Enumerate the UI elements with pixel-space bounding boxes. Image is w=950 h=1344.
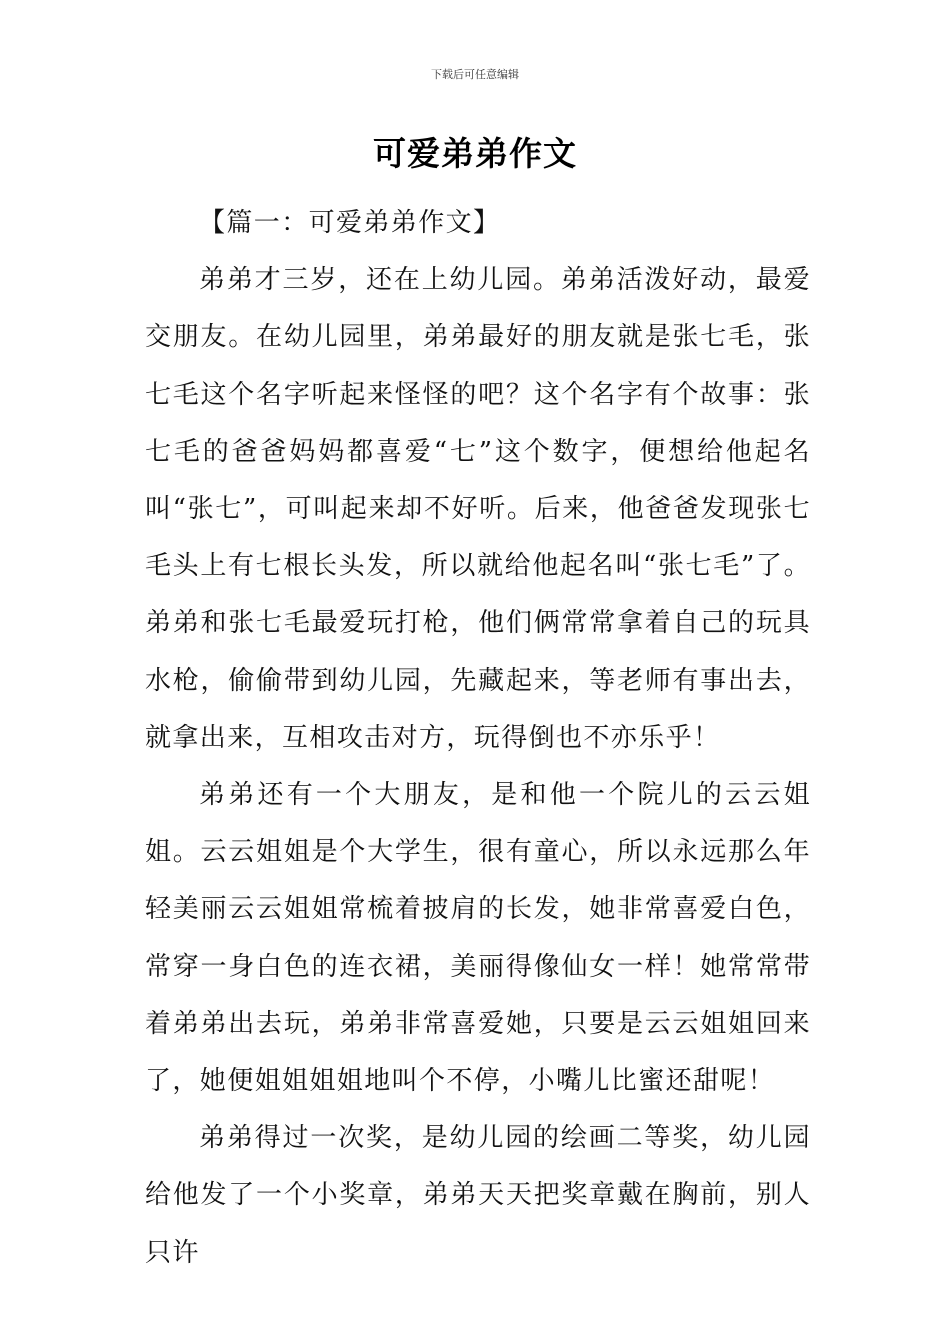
document-body — [145, 195, 811, 1282]
header-note: 下载后可任意编辑 — [431, 68, 519, 81]
paragraph-2: 弟弟还有一个大朋友，是和他一个院儿的云云姐姐。云云姐姐是个大学生，很有童心，所以永远那么年轻美丽云云姐姐常梳着披肩的长发，她非常喜爱白色，常穿一身白色的连衣裙，美丽得像仙女一样！她常常带着弟弟出去玩，弟弟非常喜爱她，只要是云云姐姐回来了，她便姐姐姐姐地叫个不停，小嘴儿比蜜还甜呢！ — [145, 780, 811, 1097]
section-heading: 【篇一：可爱弟弟作文】 — [199, 208, 501, 238]
paragraph-3: 弟弟得过一次奖，是幼儿园的绘画二等奖，幼儿园给他发了一个小奖章，弟弟天天把奖章戴在胸前，别人只许 — [145, 1123, 811, 1268]
document-title: 可爱弟弟作文 — [373, 134, 577, 173]
paragraph-1: 弟弟才三岁，还在上幼儿园。弟弟活泼好动，最爱交朋友。在幼儿园里，弟弟最好的朋友就是张七毛，张七毛这个名字听起来怪怪的吧？这个名字有个故事：张七毛的爸爸妈妈都喜爱“七”这个数字，便想给他起名叫“张七”，可叫起来却不好听。后来，他爸爸发现张七毛头上有七根长头发，所以就给他起名叫“张七毛”了。弟弟和张七毛最爱玩打枪，他们俩常常拿着自己的玩具水枪，偷偷带到幼儿园，先藏起来，等老师有事出去，就拿出来，互相攻击对方，玩得倒也不亦乐乎！ — [145, 265, 811, 753]
